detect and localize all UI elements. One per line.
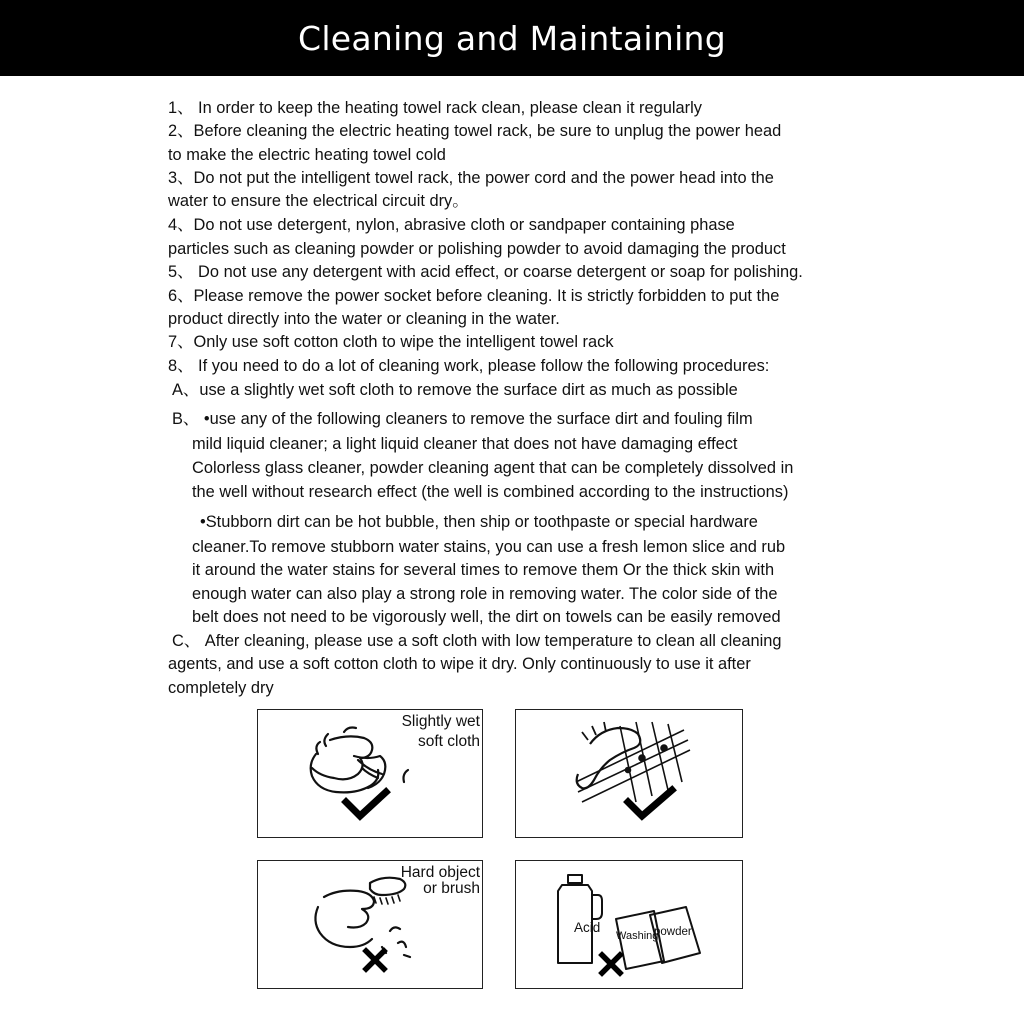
powder-label: powder — [654, 926, 692, 938]
instruction-line: 8、 If you need to do a lot of cleaning work, please follow the following procedures: — [168, 357, 770, 375]
panel-chemicals — [515, 860, 743, 989]
instruction-line: it around the water stains for several times to remove them Or the thick skin with — [192, 561, 775, 579]
instruction-line: particles such as cleaning powder or polishing powder to avoid damaging the product — [168, 240, 786, 258]
panel-soft-cloth — [257, 709, 483, 838]
instruction-line: completely dry — [168, 679, 274, 697]
caption-line-2: or brush — [423, 880, 480, 897]
instruction-line: Colorless glass cleaner, powder cleaning agent that can be completely dissolved in — [192, 459, 794, 477]
caption-line-1: Hard object — [400, 864, 480, 881]
instruction-line: mild liquid cleaner; a light liquid cleaner that does not have damaging effect — [192, 435, 738, 453]
hand-scrubbing-brush-icon — [315, 878, 410, 957]
hand-wiping-cloth-icon — [311, 728, 408, 793]
instruction-line: 7、Only use soft cotton cloth to wipe the intelligent towel rack — [168, 333, 614, 351]
instruction-line: 2、Before cleaning the electric heating towel rack, be sure to unplug the power head — [168, 122, 782, 140]
page-title: Cleaning and Maintaining — [298, 18, 726, 58]
instruction-line: 6、Please remove the power socket before cleaning. It is strictly forbidden to put the — [168, 287, 780, 305]
instruction-line: enough water can also play a strong role in removing water. The color side of the — [192, 585, 778, 603]
cross-mark-icon — [366, 951, 384, 969]
caption-line-2: soft cloth — [417, 733, 480, 750]
washing-label: Washing — [616, 930, 659, 942]
cross-mark-icon — [602, 955, 620, 973]
check-mark-icon — [346, 792, 386, 816]
panel-hard-object — [257, 860, 483, 989]
caption-line-1: Slightly wet — [401, 713, 480, 730]
instruction-line: A、use a slightly wet soft cloth to remove the surface dirt as much as possible — [172, 381, 738, 399]
instruction-line: B、 •use any of the following cleaners to remove the surface dirt and fouling film — [172, 410, 753, 428]
instruction-line: 5、 Do not use any detergent with acid effect, or coarse detergent or soap for polishing. — [168, 263, 803, 281]
panel-mesh — [515, 709, 743, 838]
instruction-line: C、 After cleaning, please use a soft cloth with low temperature to clean all cleaning — [172, 632, 782, 650]
instruction-line: •Stubborn dirt can be hot bubble, then ship or toothpaste or special hardware — [200, 513, 758, 531]
instruction-line: 4、Do not use detergent, nylon, abrasive cloth or sandpaper containing phase — [168, 216, 735, 234]
instruction-line: the well without research effect (the well is combined according to the instructions) — [192, 483, 789, 501]
instruction-line: product directly into the water or cleaning in the water. — [168, 310, 560, 328]
instruction-line: water to ensure the electrical circuit dry。 — [168, 192, 469, 210]
instruction-line: agents, and use a soft cotton cloth to wipe it dry. Only continuously to use it after — [168, 655, 751, 673]
instruction-line: cleaner.To remove stubborn water stains, you can use a fresh lemon slice and rub — [192, 538, 786, 556]
instruction-line: to make the electric heating towel cold — [168, 146, 446, 164]
instruction-line: 1、 In order to keep the heating towel rack clean, please clean it regularly — [168, 99, 702, 117]
instruction-line: 3、Do not put the intelligent towel rack, the power cord and the power head into the — [168, 169, 774, 187]
instruction-line: belt does not need to be vigorously well, the dirt on towels can be easily removed — [192, 608, 781, 626]
page-header — [0, 0, 1024, 76]
acid-label: Acid — [574, 920, 601, 935]
